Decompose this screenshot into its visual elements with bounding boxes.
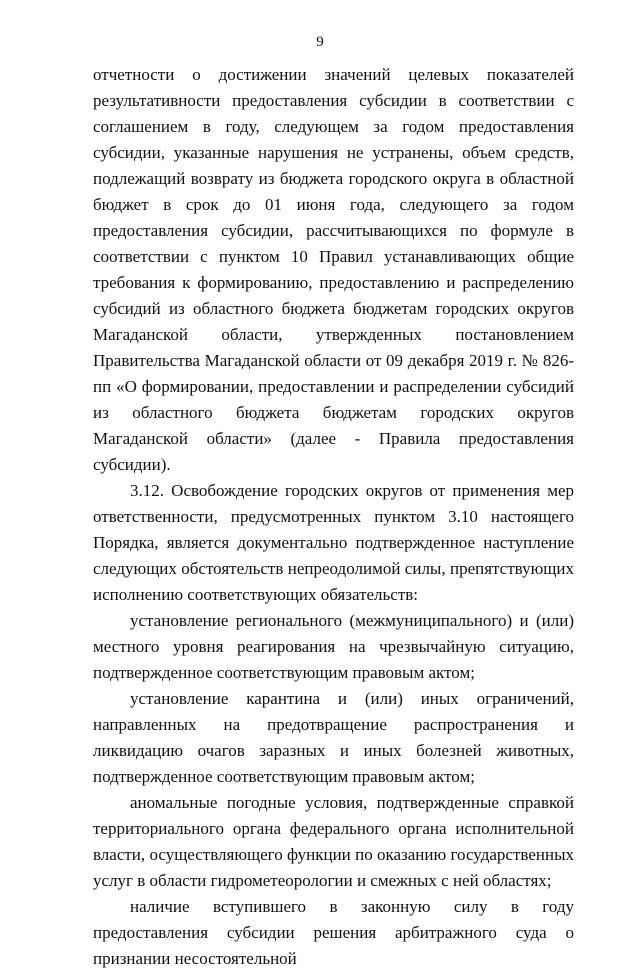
paragraph-continuation: отчетности о достижении значений целевых показателей результативности предоставления субсидии в соответствии с соглашением в году, следующем за годом предоставления субсидии, указанные нарушения не устранены, объем средств, подлежащий возврату из бюджета городского округа в областной бюджет в срок до 01 июня года, следующего за годом предоставления субсидии, рассчитывающихся по формуле в соответствии с пунктом 10 Правил устанавливающих общие требования к формированию, предоставлению и распределению субсидий из областного бюджета бюджетам городских округов Магаданской области, утвержденных постановлением Правительства Магаданской области от 09 декабря 2019 г. № 826-пп «О формировании, предоставлении и распределении субсидий из областного бюджета бюджетам городских округов Магаданской области» (далее - Правила предоставления субсидии). [93,65,574,474]
paragraph-weather: аномальные погодные условия, подтвержденные справкой территориального органа федерального органа исполнительной власти, осуществляющего функции по оказанию государственных услуг в области гидрометеорологии и смежных с ней областях; [93,793,574,890]
page-number: 9 [316,34,324,50]
paragraph-clause-3-12: 3.12. Освобождение городских округов от применения мер ответственности, предусмотренных пунктом 3.10 настоящего Порядка, является документально подтвержденное наступление следующих обстоятельств непреодолимой силы, препятствующих исполнению соответствующих обязательств: [93,481,574,604]
paragraph-emergency-level: установление регионального (межмуниципального) и (или) местного уровня реагирования на чрезвычайную ситуацию, подтвержденное соответствующим правовым актом; [93,611,574,682]
paragraph-court-decision: наличие вступившего в законную силу в году предоставления субсидии решения арбитражного суда о признании несостоятельной [93,897,574,968]
document-body [93,62,574,972]
paragraph-quarantine: установление карантина и (или) иных ограничений, направленных на предотвращение распространения и ликвидацию очагов заразных и иных болезней животных, подтвержденное соответствующим правовым актом; [93,689,574,786]
